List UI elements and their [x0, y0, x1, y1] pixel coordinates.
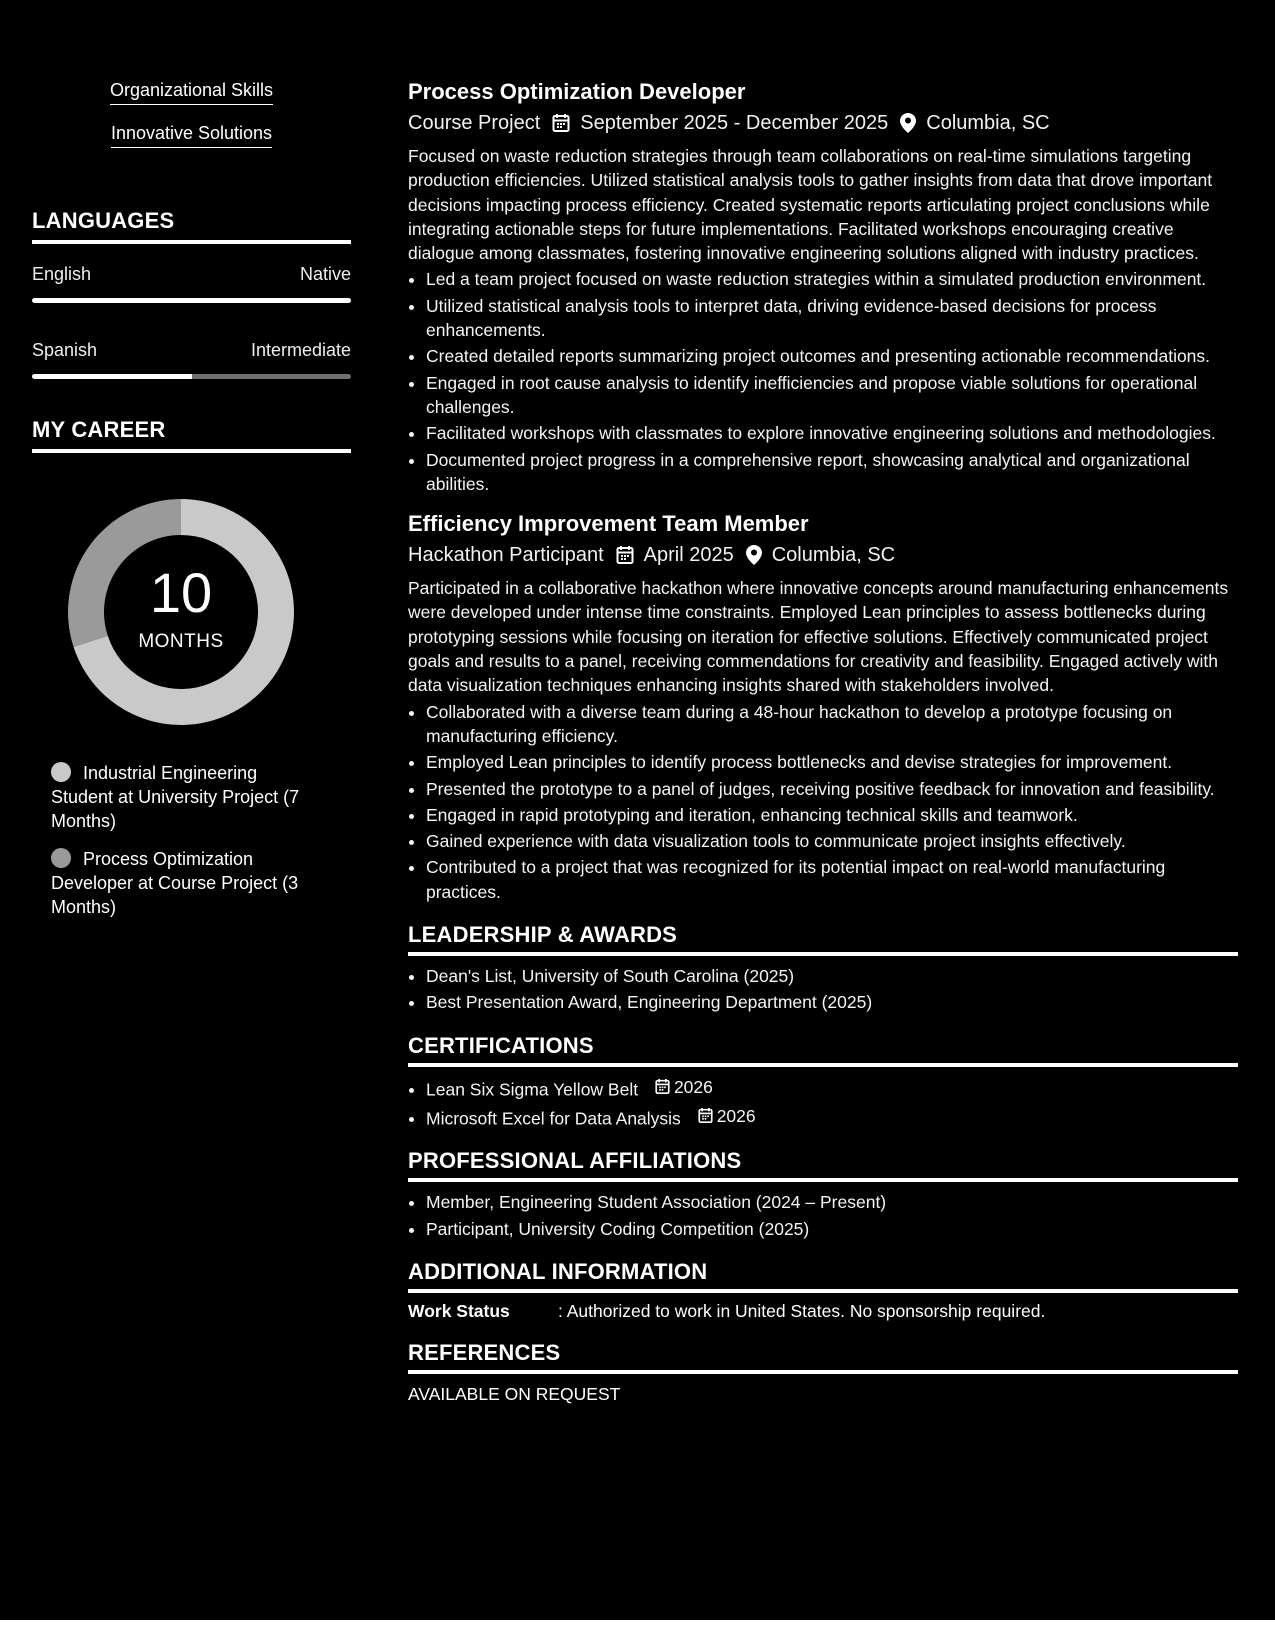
languages-heading: LANGUAGES [32, 208, 351, 244]
job-title: Process Optimization Developer [408, 79, 746, 104]
career-legend-label: Process Optimization Developer at Course Project (3 Months) [51, 849, 299, 917]
list-item: • Engaged in rapid prototyping and iteration, enhancing technical skills and teamwork. [426, 803, 1238, 827]
language-bar [32, 298, 351, 303]
career-heading: MY CAREER [32, 417, 351, 453]
certification-item [426, 1104, 1238, 1131]
page-bottom-edge [0, 1620, 1275, 1650]
section-heading: PROFESSIONAL AFFILIATIONS [408, 1148, 1238, 1182]
language-spanish [32, 340, 351, 379]
calendar-icon [698, 1107, 713, 1124]
job-dates: September 2025 - December 2025 [580, 112, 889, 134]
list-item: • Engaged in root cause analysis to identify inefficiencies and propose viable solutions for operational challenges. [426, 371, 1238, 420]
list-item: • Dean's List, University of South Carolina (2025) [426, 964, 1238, 988]
languages-section [32, 208, 351, 379]
list-item: • Employed Lean principles to identify process bottlenecks and devise strategies for improvement. [426, 750, 1238, 774]
references-section [408, 1340, 1238, 1405]
job-dates: April 2025 [643, 544, 734, 567]
career-section [32, 417, 351, 919]
calendar-icon [552, 113, 570, 133]
career-donut-chart [66, 497, 296, 727]
job-description: Participated in a collaborative hackathon where innovative concepts around manufacturing enhancements were developed under intense time constraints. Employed Lean principles to assess bottlenecks during prototyping sessions while focusing on iteration for effective solutions. Effectively communicated project goals and results to a panel, receiving commendations for creativity and feasibility. Engaged actively with data visualization techniques enhancing insights shared with stakeholders involved. [408, 578, 1229, 696]
language-bar-fill [32, 374, 192, 379]
certification-year: 2026 [716, 1105, 756, 1126]
career-legend-label: Industrial Engineering Student at University Project (7 Months) [51, 763, 300, 831]
job-bullets [408, 700, 1238, 904]
work-status-value: : Authorized to work in United States. No sponsorship required. [558, 1301, 1046, 1322]
skill-tag: Innovative Solutions [111, 123, 272, 148]
job-meta [408, 542, 1238, 568]
job-organization: Hackathon Participant [408, 544, 604, 567]
list-item: • Utilized statistical analysis tools to interpret data, driving evidence-based decisions for process enhancements. [426, 294, 1238, 343]
work-status-label: Work Status [408, 1301, 510, 1322]
section-heading: CERTIFICATIONS [408, 1033, 1238, 1067]
list-item: • Best Presentation Award, Engineering Department (2025) [426, 990, 1238, 1014]
work-status-row [408, 1301, 1238, 1322]
experience-entry [408, 78, 1238, 496]
certification-year: 2026 [673, 1076, 713, 1097]
leadership-section [408, 922, 1238, 1015]
additional-info-section [408, 1259, 1238, 1322]
location-pin-icon [746, 545, 762, 565]
certification-item [426, 1075, 1238, 1102]
job-location: Columbia, SC [926, 112, 1050, 134]
language-english [32, 264, 351, 303]
list-item: • Member, Engineering Student Association (2024 – Present) [426, 1190, 1238, 1214]
list-item: • Led a team project focused on waste reduction strategies within a simulated production environment. [426, 267, 1238, 291]
list-item: • Created detailed reports summarizing project outcomes and presenting actionable recommendations. [426, 344, 1238, 368]
career-legend [32, 761, 351, 919]
certification-name: Lean Six Sigma Yellow Belt [426, 1079, 639, 1100]
section-heading: REFERENCES [408, 1340, 1238, 1374]
language-level: Intermediate [250, 340, 351, 360]
list-item: • Presented the prototype to a panel of judges, receiving positive feedback for innovation and feasibility. [426, 777, 1238, 801]
experience-entry [408, 510, 1238, 904]
references-text: AVAILABLE ON REQUEST [408, 1384, 621, 1405]
language-name: English [32, 264, 92, 284]
job-location: Columbia, SC [771, 544, 896, 567]
calendar-icon [616, 545, 634, 565]
section-heading: ADDITIONAL INFORMATION [408, 1259, 1238, 1293]
job-title: Efficiency Improvement Team Member [408, 511, 809, 537]
list-item: • Gained experience with data visualization tools to communicate project insights effectively. [426, 829, 1238, 853]
sidebar [32, 80, 351, 933]
list-item: • Documented project progress in a comprehensive report, showcasing analytical and organizational abilities. [426, 448, 1238, 497]
list-item: • Contributed to a project that was recognized for its potential impact on real-world manufacturing practices. [426, 855, 1238, 904]
job-bullets [408, 267, 1238, 496]
legend-dot-icon [51, 762, 71, 782]
career-unit: MONTHS [138, 631, 224, 652]
calendar-icon [655, 1078, 670, 1095]
job-description: Focused on waste reduction strategies through team collaborations on real-time simulations targeting production efficiencies. Utilized statistical analysis tools to gather insights from data that drove important decisions impacting process efficiency. Created systematic reports articulating project conclusions while integrating actionable steps for future implementations. Facilitated workshops encouraging creative dialogue among classmates, fostering innovative engineering solutions aligned with industry practices. [408, 146, 1213, 264]
list-item: • Participant, University Coding Competition (2025) [426, 1217, 1238, 1241]
job-organization: Course Project [408, 112, 541, 134]
language-bar-fill [32, 298, 351, 303]
location-pin-icon [900, 113, 916, 133]
list-item: • Facilitated workshops with classmates to explore innovative engineering solutions and methodologies. [426, 421, 1238, 445]
skills-list [32, 80, 351, 166]
career-legend-item [51, 761, 321, 833]
job-meta [408, 110, 1238, 136]
certification-name: Microsoft Excel for Data Analysis [426, 1108, 681, 1129]
language-name: Spanish [32, 340, 98, 360]
skill-tag: Organizational Skills [110, 80, 273, 105]
affiliations-section [408, 1148, 1238, 1241]
language-bar [32, 374, 351, 379]
certifications-section [408, 1033, 1238, 1131]
section-heading: LEADERSHIP & AWARDS [408, 922, 1238, 956]
language-level: Native [299, 264, 351, 284]
legend-dot-icon [51, 848, 71, 868]
career-total: 10 [149, 561, 213, 624]
main-content [408, 78, 1238, 1405]
career-legend-item [51, 847, 321, 919]
list-item: • Collaborated with a diverse team during a 48-hour hackathon to develop a prototype focusing on manufacturing efficiency. [426, 700, 1238, 749]
